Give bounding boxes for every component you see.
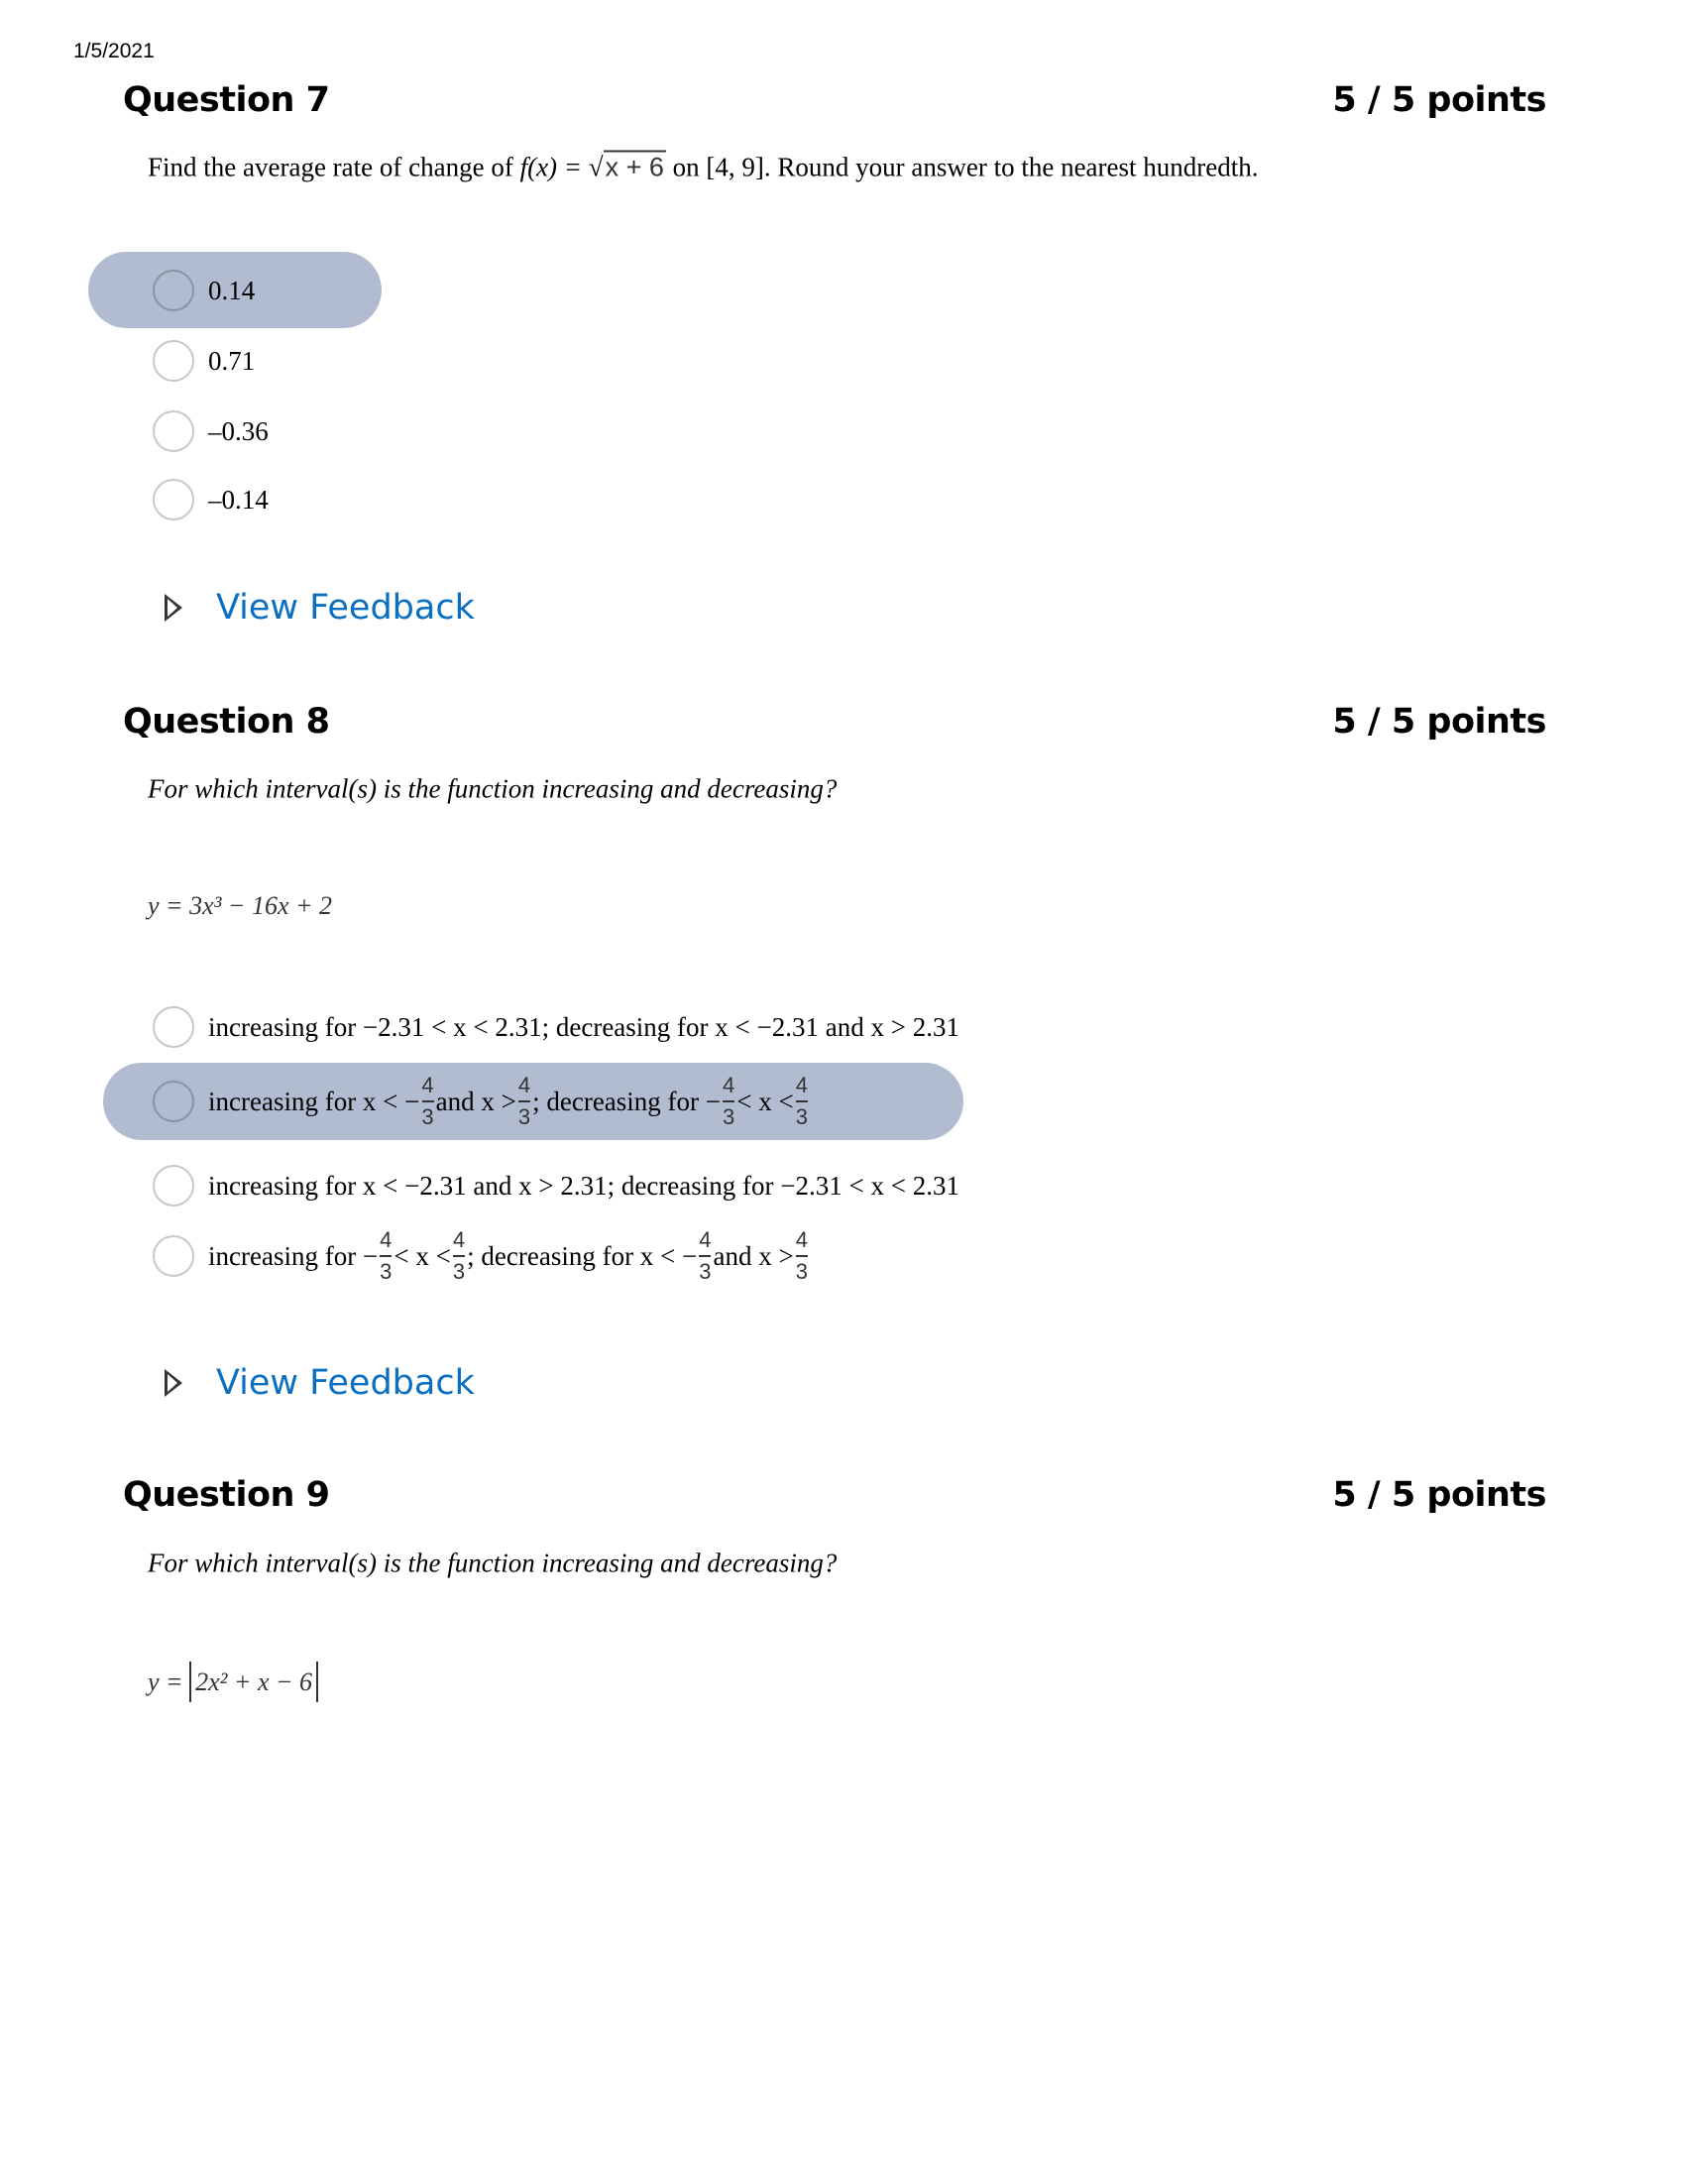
denominator: 3 [517,1104,531,1129]
numerator: 4 [723,1073,735,1097]
question-9-prompt: For which interval(s) is the function increasing and decreasing? [148,1548,838,1578]
denominator: 3 [699,1259,712,1284]
denominator: 3 [421,1104,434,1129]
numerator: 4 [795,1073,808,1097]
view-feedback-label[interactable]: View Feedback [216,588,475,628]
expand-triangle-icon [165,1369,182,1397]
sqrt-icon: √ [588,152,604,182]
numerator: 4 [452,1227,466,1252]
radio-button[interactable] [153,1006,194,1048]
numerator: 4 [699,1227,712,1252]
equation-lhs: y = [148,1667,190,1696]
denominator: 3 [723,1104,735,1129]
question-8-prompt: For which interval(s) is the function increasing and decreasing? [148,773,838,804]
q8-option-4[interactable] [153,1229,810,1283]
numerator: 4 [795,1227,808,1252]
q8-option-1[interactable] [153,1006,959,1048]
denominator: 3 [452,1259,466,1284]
q7-option-1[interactable] [153,270,255,311]
fraction [796,1229,808,1283]
q7-option-4[interactable] [153,479,269,520]
option-label: 0.71 [208,345,256,376]
question-9-points: 5 / 5 points [1332,1475,1546,1515]
q8-option-2[interactable] [153,1075,810,1128]
question-7-title: Question 7 [123,80,330,120]
option-label [208,1229,810,1283]
fraction [380,1229,392,1283]
fraction [796,1075,808,1128]
label-part: increasing for − [208,1240,379,1271]
label-part: ; decreasing for x < − [467,1240,698,1271]
numerator: 4 [421,1073,434,1097]
denominator: 3 [795,1104,808,1129]
prompt-function: f(x) = [519,152,589,182]
option-label: increasing for x < −2.31 and x > 2.31; decreasing for −2.31 < x < 2.31 [208,1170,959,1201]
radio-button[interactable] [153,1081,194,1122]
label-part: increasing for x < − [208,1086,420,1116]
q7-option-3[interactable] [153,410,269,452]
question-9-title: Question 9 [123,1475,330,1515]
question-8-title: Question 8 [123,702,330,742]
denominator: 3 [380,1259,393,1284]
option-label: increasing for −2.31 < x < 2.31; decreasing for x < −2.31 and x > 2.31 [208,1011,959,1042]
print-date: 1/5/2021 [73,40,155,62]
expand-triangle-icon [165,594,182,622]
q7-view-feedback-link[interactable] [165,588,475,628]
prompt-text: Find the average rate of change of [148,152,520,182]
prompt-radicand: x + 6 [605,152,664,182]
question-7-points: 5 / 5 points [1332,80,1546,120]
radio-button[interactable] [153,340,194,382]
label-part: ; decreasing for − [532,1086,722,1116]
option-label: 0.14 [208,275,256,305]
option-label: –0.14 [208,484,269,515]
numerator: 4 [517,1073,531,1097]
radio-button[interactable] [153,479,194,520]
label-part: and x > [435,1086,516,1116]
label-part: and x > [713,1240,794,1271]
denominator: 3 [795,1259,808,1284]
fraction [453,1229,465,1283]
question-8-points: 5 / 5 points [1332,702,1546,742]
q7-option-2[interactable] [153,340,255,382]
view-feedback-label[interactable]: View Feedback [216,1363,475,1403]
question-8-equation: y = 3x³ − 16x + 2 [148,891,333,920]
option-label: –0.36 [208,415,269,446]
radio-button[interactable] [153,1165,194,1207]
label-part: < x < [736,1086,794,1116]
option-label [208,1075,810,1128]
fraction [699,1229,711,1283]
radio-button[interactable] [153,1235,194,1277]
absolute-value: 2x² + x − 6 [189,1662,318,1702]
fraction [723,1075,734,1128]
radio-button[interactable] [153,270,194,311]
fraction [518,1075,530,1128]
label-part: < x < [393,1240,451,1271]
q8-option-3[interactable] [153,1165,959,1207]
question-7-prompt [148,153,1259,183]
question-9-equation [148,1667,318,1697]
q8-view-feedback-link[interactable] [165,1363,475,1403]
radio-button[interactable] [153,410,194,452]
numerator: 4 [380,1227,393,1252]
fraction [421,1075,433,1128]
prompt-text-end: on [4, 9]. Round your answer to the nearest hundredth. [665,152,1259,182]
